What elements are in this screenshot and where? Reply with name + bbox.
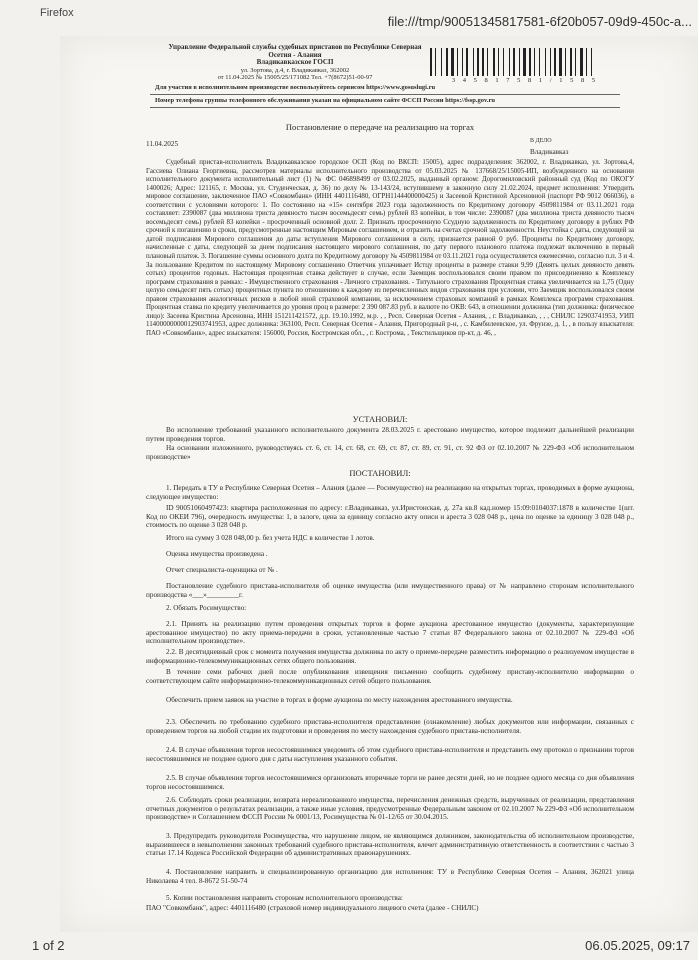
- postanovlenie-ocenka-text: Постановление судебного пристава-исполнителя об оценке имущества (или имущественного права) от № направлено сторонам исполнительного производства «___»_________г.: [146, 582, 634, 599]
- ocenka-text: Оценка имущества произведена .: [166, 550, 268, 558]
- paragraph-4: 4. Постановление направить в специализированную организацию для исполнения: ТУ в Республике Северная Осетия – Алания, 362021 улица Николаева 4 тел. 8-8672 51-50-74: [146, 868, 634, 885]
- intro-paragraph: Судебный пристав-исполнитель Владикавказское городское ОСП (Код по ВКСП: 15005), адрес подразделения: 362002, г. Владикавказ, ул. Зортова,4, Гассиева Олиана Георгиевна, рассмотрев материалы исполнительного производства от 05.03.2025 № 137668/25/15005-ИП, возбужденного на основании исполнительного документа исполнительный лист (1) № ФС 046898499 от 03.02.2025, выданный органом: Дорогомиловский районный суд (Код по ОКОГУ 1400026; Адрес: 121165, г. Москва, ул. Студенческая, д. 36) по делу № 13-143/24, вступившему в законную силу 21.02.2024, предмет исполнения: Утвердить мировое соглашение, заключенное ПАО «Совкомбанк» (ИНН 4401116480, ОГРН1144400000425) и Засеевой Кристиной Арсеновной (паспорт РФ 9012 066036), в соответствии с условиями которого: 1. По состоянию на «15» сентября 2023 года задолженность по Кредитному договору 4509811984 от 03.11.2021 года составляет: 2390087 (два миллиона триста девяносто тысяч восемьдесят семь) рублей 83 копейки, в том числе: 2390087 (два миллиона триста девяносто тысяч восемьдесят семь) рублей 83 копейки - просроченный основной долг. 2. Признать просроченную Ссудную задолженность по Кредитному договору в рублях РФ срочной к погашению в сроки, предусмотренные настоящим Мировым соглашением, и отразить на счетах срочной задолженности. Неустойка с даты, следующей за датой подписания Мирового соглашения до даты вступления Мирового соглашения в силу, признается равной 0 руб. Проценты по Кредитному договору, начисленные с даты, следующей за днем подписания настоящего мирового соглашения, по дату первого планового платежа подлежат включению в первый плановый платеж. 3. Погашение суммы основного долга по Кредитному договору № 4509811984 от 03.11.2021 года осуществляется ежемесячно, согласно п.п. 3 и 4. За пользование Кредитом по настоящему Мировому соглашению Ответчик уплачивает Истцу проценты в размере ставки 9,99 (Девять целых девяносто девять сотых) процентов годовых. Настоящая процентная ставка действует в случае, если Заемщик воспользовался своим правом по присоединению к Комплексу программ страхования в рамках: - Имущественного страхования - Личного страхования. - Титульного страхования Процентная ставка увеличивается на 1,75 (Одну целую семьдесят пять сотых) процентных пункта по отношению к каждому из перечисленных видов страхования при условии, что Заемщик воспользовался своим правом страхования аналогичных рисков в любой иной страховой компании, за исключением страховых компаний в рамках Комплекса программ страхования. Процентная ставка по кредиту увеличивается до уровня проц в размере: 2 390 087.83 руб. в валюте по ОКВ: 643, в отношении должника (тип должника: физическое лицо): Засеева Кристина Арсеновна, ИНН 151211421572, д.р. 19.10.1992, м.р. , , Респ. Северная Осетия - Алания, , г. Владикавказ, , , , СНИЛС 12903741953, УИП 11400000000012903741953, адрес должника: 363100, Респ. Северная Осетия - Алания, Пригородный р-н, , с. Камбилеевское, ул. Фрунзе, д. 1, , в пользу взыскателя: ПАО «Совкомбанк», адрес взыскателя: 156000, Россия, Костромская обл., , г. Кострома, , Текстильщиков пр-кт, д. 46, ,: [146, 158, 634, 337]
- org-line-3: Владикавказское ГОСП: [256, 58, 334, 66]
- stamp-v-delo: В ДЕЛО: [530, 138, 552, 144]
- osnovanie-text: На основании изложенного, руководствуясь ст. 6, ст. 14, ст. 68, ст. 69, ст. 87, ст. 89, ст. 91, ст. 92 ФЗ от 02.10.2007 № 229-ФЗ «Об исполнительном производстве»: [146, 444, 634, 461]
- header-divider: [150, 94, 620, 95]
- otchet-text: Отчет специалиста-оценщика от № .: [166, 566, 278, 574]
- org-header: [150, 44, 440, 82]
- document-page: [60, 36, 698, 932]
- paragraph-2-6: 2.6. Соблюдать сроки реализации, возврата нереализованного имущества, перечисления денежных средств, вырученных от реализации, представления отчетных документов о результатах реализации, а также иные условия, предусмотренные Федеральным законом от 02.10.2007 № 229-ФЗ «Об исполнительном производстве» и Соглашением ФССП России № 0001/13, Росимущества № 01-12/65 от 30.04.2015.: [146, 796, 634, 822]
- ustanovil-text: Во исполнение требований указанного исполнительного документа 28.03.2025 г. арестовано имущество, которое подлежит дальнейшей реализации путем проведения торгов.: [146, 426, 634, 443]
- paragraph-2-2b: В течение семи рабочих дней после опубликования извещения письменно сообщить судебному приставу-исполнителю информацию о соответствующем сайте информационно-телекоммуникационных сетей общего пользования.: [146, 668, 634, 685]
- paragraph-5: 5. Копии постановления направить сторонам исполнительного производства:: [166, 894, 403, 902]
- paragraph-3: 3. Предупредить руководителя Росимущества, что нарушение лицом, не являющимся должником, законодательства об исполнительном производстве, выразившееся в невыполнении законных требований судебного пристава-исполнителя, влечет административную ответственность в соответствии с частью 3 статьи 17.14 Кодекса Российской Федерации об административных правонарушениях.: [146, 832, 634, 858]
- org-line-2: Осетия - Алания: [268, 50, 322, 59]
- header-divider-2: [150, 107, 620, 108]
- org-line-1: Управление Федеральной службы судебных приставов по Республике Северная: [168, 43, 422, 51]
- paragraph-2-2c: Обеспечить прием заявок на участие в торгах в форме аукциона по месту нахождения арестованного имущества.: [166, 696, 513, 704]
- document-title: Постановление о передаче на реализацию на торгах: [285, 122, 475, 132]
- paragraph-2-2: 2.2. В десятидневный срок с момента получения имущества должника по акту о приеме-передаче разместить информацию о реализуемом имуществе в информационно-телекоммуникационных сетях общего пользования.: [146, 648, 634, 665]
- page-counter: 1 of 2: [32, 938, 65, 953]
- org-contacts: от 11.04.2025 № 15005/25/171082 Тел. +7(8672)51-00-97: [217, 74, 373, 81]
- property-description: ID 90051060497423: квартира расположенная по адресу: г.Владикавказ, ул.Иристонская, д. 27а кв.8 кад.номер 15:09:0104037:1878 в количестве 1(шт. Код по ОКЕИ 796), очередность имущества: 1, в залоге, цена за единицу согласно акту описи и ареста 3 028 048 р., цена по оценке за единицу 3 028 048 р., стоимость по оценке 3 028 048 р.: [146, 504, 634, 530]
- paragraph-2-5: 2.5. В случае объявления торгов несостоявшимися организовать вторичные торги не ранее десяти дней, но не позднее одного месяца со дня объявления торгов несостоявшимися.: [146, 774, 634, 791]
- org-address: ул. Зортова, д.4, г. Владикавказ, 362002: [240, 66, 350, 74]
- browser-header: [0, 0, 698, 36]
- paragraph-2-3: 2.3. Обеспечить по требованию судебного пристава-исполнителя представление (ознакомление) любых документов или информации, связанных с проведением торгов на любой стадии их подготовки и проведения по месту нахождения судебного пристава-исполнителя.: [146, 718, 634, 735]
- url-display[interactable]: file:///tmp/90051345817581-6f20b057-09d9-450c-a...: [387, 14, 692, 29]
- print-datetime: 06.05.2025, 09:17: [585, 938, 690, 953]
- document-city: Владикавказ: [530, 148, 569, 156]
- paragraph-2: 2. Обязать Росимущество:: [166, 604, 247, 612]
- barcode-number: 3 4 5 8 1 7 5 8 1 / 1 5 8 5: [451, 77, 599, 84]
- document-date: 11.04.2025: [146, 140, 179, 148]
- browser-app-name: Firefox: [40, 7, 74, 19]
- postanovil-heading: ПОСТАНОВИЛ:: [349, 468, 411, 478]
- barcode-image: [430, 48, 620, 76]
- note-gosuslugi: Для участия в исполнительном производстве воспользуйтесь сервисом https://www.gosuslugi.ru: [155, 84, 436, 91]
- paragraph-5a: ПАО "Совкомбанк", адрес: 4401116480 (страховой номер индивидуального лицевого счета (далее - СНИЛС): [146, 904, 479, 912]
- note-phone: Номер телефона группы телефонного обслуживания указан на официальном сайте ФССП России https://fssp.gov.ru: [155, 97, 495, 104]
- total-amount: Итого на сумму 3 028 048,00 р. без учета НДС в количестве 1 лотов.: [166, 534, 375, 542]
- paragraph-2-1: 2.1. Принять на реализацию путем проведения открытых торгов в форме аукциона арестованное имущество (документы, характеризующие арестованное имущество) по акту приема-передачи в сроки, установленные частью 7 статьи 87 Федерального закона от 02.10.2007 № 229-ФЗ «Об исполнительном производстве».: [146, 620, 634, 646]
- paragraph-2-4: 2.4. В случае объявления торгов несостоявшимися уведомить об этом судебного пристава-исполнителя и представить ему протокол о признании торгов несостоявшимися не позднее одного дня с даты наступления указанного события.: [146, 746, 634, 763]
- paragraph-1: 1. Передать в ТУ в Республике Северная Осетия – Алания (далее — Росимущество) на реализацию на открытых торгах, проводимых в форме аукциона, следующее имущество:: [146, 484, 634, 501]
- ustanovil-heading: УСТАНОВИЛ:: [352, 414, 408, 424]
- browser-footer: [0, 932, 698, 960]
